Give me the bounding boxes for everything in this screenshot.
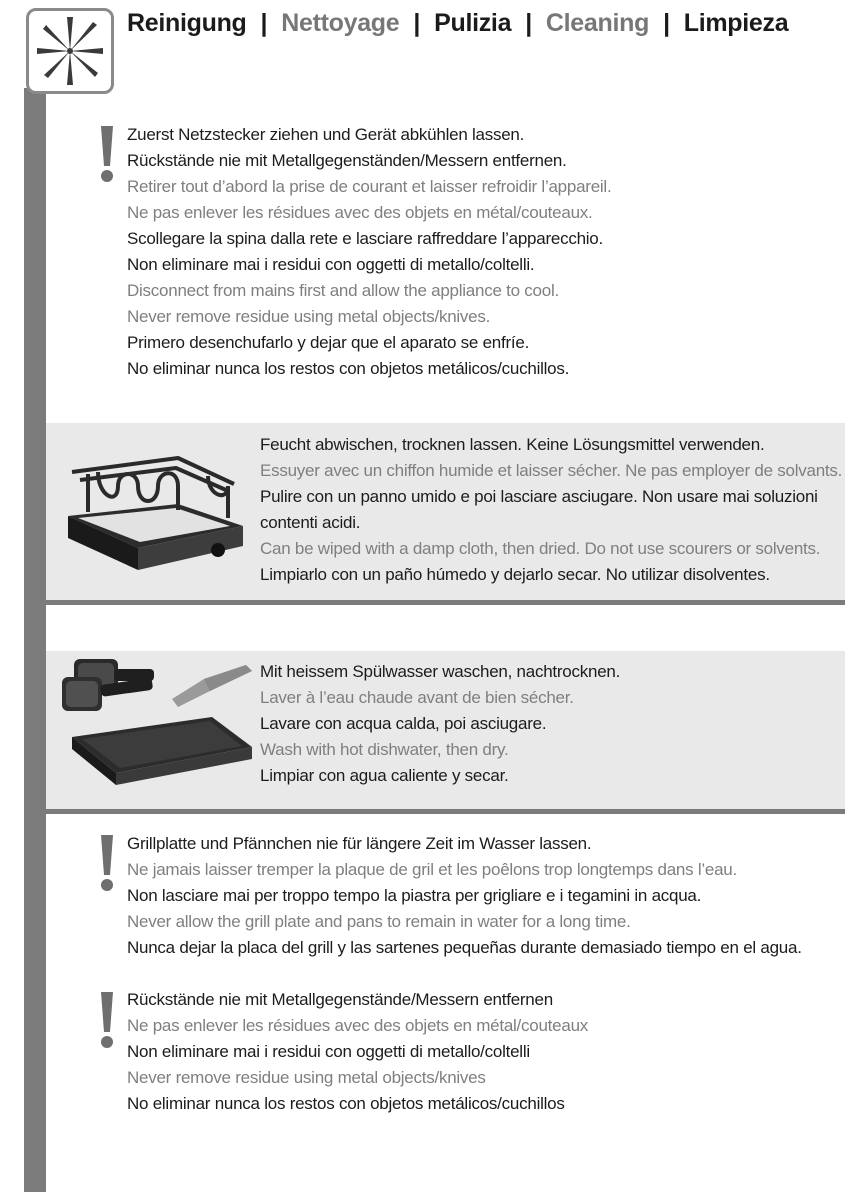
text-line-de: Mit heissem Spülwasser waschen, nachtrocknen. [260,662,621,681]
text-line-fr: Essuyer avec un chiffon humide et laisser sécher. Ne pas employer de solvants. [260,461,843,480]
text-line-it: Scollegare la spina dalla rete e lasciare raffreddare l’apparecchio. [127,229,603,248]
text-line-it: Non eliminare mai i residui con oggetti di metallo/coltelli [127,1042,530,1061]
section3-text [260,659,620,789]
cleaning-logo-box [26,8,114,94]
text-line-es: Limpiar con agua caliente y secar. [260,766,509,785]
text-line-fr: Retirer tout d’abord la prise de courant et laisser refroidir l’appareil. [127,177,612,196]
title-it: Pulizia [434,8,512,37]
text-line-fr: Laver à l’eau chaude avant de bien sécher. [260,688,574,707]
section1-text [127,122,611,382]
text-line-de: Rückstände nie mit Metallgegenständen/Messern entfernen. [127,151,567,170]
pans-spatula-plate-illustration [60,655,256,787]
title-separator: | [413,8,421,37]
raclette-grill-illustration [58,446,248,576]
text-line-it: Pulire con un panno umido e poi lasciare asciugare. Non usare mai soluzioni [260,487,818,506]
text-line-it: Non lasciare mai per troppo tempo la piastra per grigliare e i tegamini in acqua. [127,886,702,905]
section2-text [260,432,842,588]
text-line-de: Grillplatte und Pfännchen nie für längere Zeit im Wasser lassen. [127,834,592,853]
text-line-es: Limpiarlo con un paño húmedo y dejarlo secar. No utilizar disolventes. [260,565,770,584]
text-line-fr: Ne jamais laisser tremper la plaque de gril et les poêlons trop longtemps dans l’eau. [127,860,737,879]
band-divider [46,809,845,814]
exclamation-warning-icon [98,124,116,184]
text-line-de: Zuerst Netzstecker ziehen und Gerät abkühlen lassen. [127,125,525,144]
title-de: Reinigung [127,8,247,37]
text-line-en: Never allow the grill plate and pans to remain in water for a long time. [127,912,631,931]
band-divider [46,600,845,605]
text-line-en: Never remove residue using metal objects/knives. [127,307,491,326]
text-line-en: Can be wiped with a damp cloth, then dried. Do not use scourers or solvents. [260,539,821,558]
text-line-en: Never remove residue using metal objects/knives [127,1068,486,1087]
text-line-fr: Ne pas enlever les résidues avec des objets en métal/couteaux [127,1016,589,1035]
exclamation-warning-icon [98,990,116,1050]
text-line-es: Primero desenchufarlo y dejar que el aparato se enfríe. [127,333,530,352]
exclamation-warning-icon [98,833,116,893]
page-title [127,5,788,41]
section5-text [127,987,588,1117]
title-separator: | [260,8,268,37]
section4-text [127,831,802,961]
title-separator: | [663,8,670,37]
text-line-it: Lavare con acqua calda, poi asciugare. [260,714,547,733]
text-line-de: Feucht abwischen, trocknen lassen. Keine Lösungsmittel verwenden. [260,435,765,454]
text-line-en: Wash with hot dishwater, then dry. [260,740,509,759]
text-line-en: Disconnect from mains first and allow the appliance to cool. [127,281,559,300]
title-es: Limpieza [683,8,789,37]
text-line-es: Nunca dejar la placa del grill y las sartenes pequeñas durante demasiado tiempo en el agua. [127,938,802,957]
text-line-de: Rückstände nie mit Metallgegenstände/Messern entfernen [127,990,553,1009]
text-line-it: contenti acidi. [260,513,361,532]
text-line-it: Non eliminare mai i residui con oggetti di metallo/coltelli. [127,255,535,274]
cleaning-star-icon [29,11,111,91]
left-margin-rail [24,88,46,1192]
title-fr: Nettoyage [281,8,400,37]
text-line-es: No eliminar nunca los restos con objetos metálicos/cuchillos [127,1094,565,1113]
text-line-es: No eliminar nunca los restos con objetos metálicos/cuchillos. [127,359,570,378]
title-en: Cleaning [545,8,650,37]
title-separator: | [525,8,532,37]
text-line-fr: Ne pas enlever les résidues avec des objets en métal/couteaux. [127,203,593,222]
